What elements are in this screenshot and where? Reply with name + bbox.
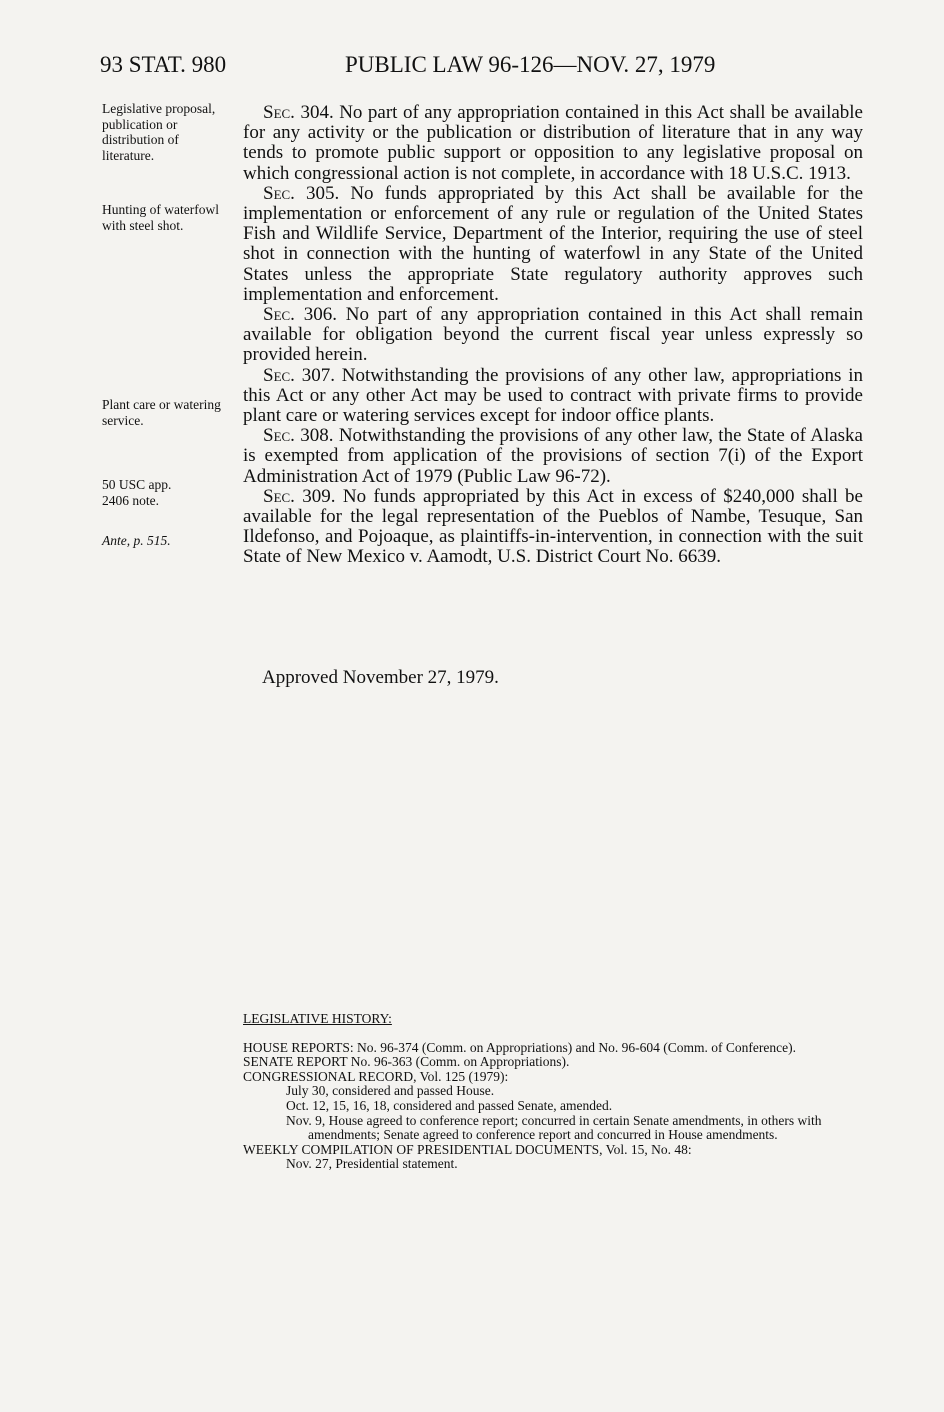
margin-note-literature: Legislative proposal, publication or distribution of literature. <box>102 101 216 163</box>
margin-note-ante: Ante, p. 515. <box>102 533 171 548</box>
sections-body <box>243 103 863 568</box>
cr-item: Nov. 9, House agreed to conference report; concurred in certain Senate amendments, in others with amendments; Senate agreed to conference report and concurred in House amendments. <box>286 1112 822 1143</box>
section-304: Sec. 304. No part of any appropriation contained in this Act shall be available for any activity or the publication or distribution of literature that in any way tends to promote public support or opposition to any legislative proposal on which congressional action is not complete, in accordance with 18 U.S.C. 1913. <box>243 102 863 184</box>
senate-report: SENATE REPORT No. 96-363 (Comm. on Appropriations). <box>243 1054 570 1070</box>
legislative-history-title: LEGISLATIVE HISTORY: <box>243 1011 392 1026</box>
legislative-history <box>243 1012 873 1172</box>
cr-item: July 30, considered and passed House. <box>286 1083 495 1099</box>
approval-date: Approved November 27, 1979. <box>262 667 499 688</box>
weekly-compilation: WEEKLY COMPILATION OF PRESIDENTIAL DOCUMENTS, Vol. 15, No. 48: <box>243 1141 692 1157</box>
section-307: Sec. 307. Notwithstanding the provisions of any other law, appropriations in this Act or any other Act may be used to contract with private firms to provide plant care or watering services except for indoor office plants. <box>243 364 863 427</box>
wc-item: Nov. 27, Presidential statement. <box>286 1156 458 1172</box>
section-309: Sec. 309. No funds appropriated by this Act in excess of $240,000 shall be available for the legal representation of the Pueblos of Nambe, Tesuque, San Ildefonso, and Pojoaque, as plaintiffs-in-intervention, in connection with the suit State of New Mexico v. Aamodt, U.S. District Court No. 6639. <box>243 485 863 568</box>
stat-page-number: 93 STAT. 980 <box>100 52 227 77</box>
margin-note-usc: 50 USC app. 2406 note. <box>102 477 172 508</box>
page-title: PUBLIC LAW 96-126—NOV. 27, 1979 <box>345 52 716 77</box>
cr-item: Oct. 12, 15, 16, 18, considered and passed Senate, amended. <box>286 1097 613 1113</box>
margin-note-plant-care: Plant care or watering service. <box>102 397 221 428</box>
congressional-record: CONGRESSIONAL RECORD, Vol. 125 (1979): <box>243 1068 509 1084</box>
section-306: Sec. 306. No part of any appropriation contained in this Act shall remain available for obligation beyond the current fiscal year unless expressly so provided herein. <box>243 304 863 366</box>
house-reports: HOUSE REPORTS: No. 96-374 (Comm. on Appropriations) and No. 96-604 (Comm. of Conference). <box>243 1039 797 1055</box>
section-305: Sec. 305. No funds appropriated by this Act shall be available for the implementation or enforcement of any rule or regulation of the United States Fish and Wildlife Service, Department of the Interior, requiring the use of steel shot in connection with the hunting of waterfowl in any State of the United States unless the appropriate State regulatory authority approves such implementation and enforcement. <box>243 182 863 305</box>
margin-note-waterfowl: Hunting of waterfowl with steel shot. <box>102 202 219 233</box>
section-308: Sec. 308. Notwithstanding the provisions of any other law, the State of Alaska is exempted from application of the provisions of section 7(i) of the Export Administration Act of 1979 (Public Law 96-72). <box>243 425 863 487</box>
